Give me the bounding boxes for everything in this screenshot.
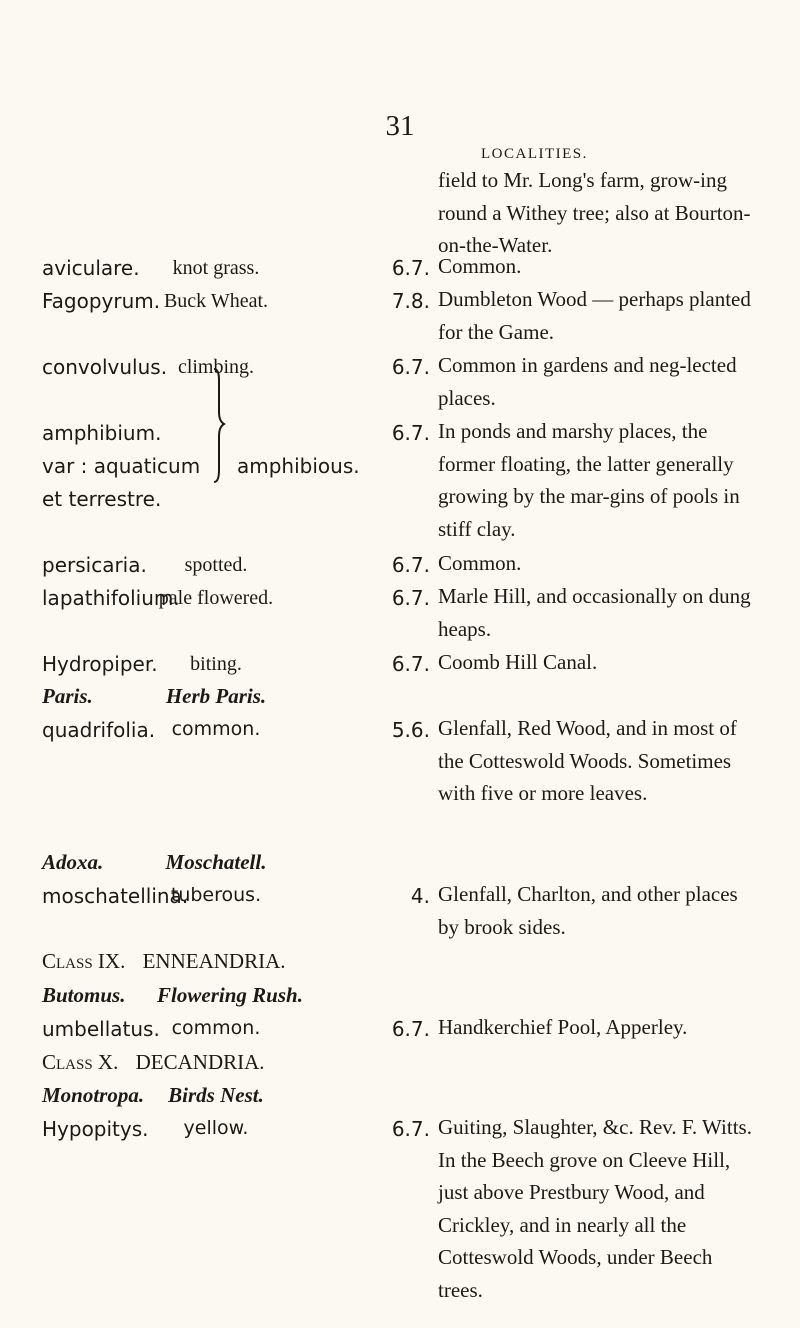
english-name: knot grass. xyxy=(172,257,260,279)
latin-name: umbellatus. xyxy=(42,1017,160,1041)
locality: Handkerchief Pool, Apperley. xyxy=(438,1015,688,1039)
latin-name: Fagopyrum. xyxy=(42,289,161,313)
flowering-months: 6.7. xyxy=(391,553,430,577)
english-name: yellow. xyxy=(183,1117,249,1139)
locality: Coomb Hill Canal. xyxy=(438,650,598,674)
intro-locality: field to Mr. Long's farm, grow-ing round a Withey tree; also at Bourton-on-the-Water. xyxy=(438,168,751,258)
locality: In ponds and marshy places, the former floating, the latter generally growing by the mar-gins of pools in stiff clay. xyxy=(438,419,740,541)
locality: Glenfall, Charlton, and other places by brook sides. xyxy=(438,882,738,939)
locality: Common. xyxy=(438,551,522,575)
english-name: common. xyxy=(171,1017,261,1039)
genus-common-name: Flowering Rush. xyxy=(157,983,303,1007)
english-name: biting. xyxy=(190,653,242,675)
latin-name: convolvulus. xyxy=(42,355,168,379)
english-name: amphibious. xyxy=(237,454,360,478)
flowering-months: 6.7. xyxy=(391,355,430,379)
page-number: 31 xyxy=(385,110,415,142)
flowering-months: 6.7. xyxy=(391,1017,430,1041)
genus-name: Monotropa. xyxy=(42,1083,145,1107)
class-heading xyxy=(42,951,286,972)
english-name: tuberous. xyxy=(170,884,262,906)
latin-name: moschatellina. xyxy=(42,884,189,908)
latin-name: aviculare. xyxy=(42,256,140,280)
class-label: Class X. xyxy=(42,1050,119,1074)
locality: Dumbleton Wood — perhaps planted for the Game. xyxy=(438,287,751,344)
latin-name: Hypopitys. xyxy=(42,1117,149,1141)
flowering-months: 4. xyxy=(410,884,430,908)
genus-name: Butomus. xyxy=(42,983,126,1007)
english-name: Buck Wheat. xyxy=(163,290,269,312)
locality: Glenfall, Red Wood, and in most of the Cotteswold Woods. Sometimes with five or more leaves. xyxy=(438,716,737,806)
english-name: pale flowered. xyxy=(158,587,274,609)
genus-common-name: Herb Paris. xyxy=(165,684,267,708)
english-name: common. xyxy=(171,718,261,740)
latin-name: amphibium. xyxy=(42,421,162,445)
genus-common-name: Moschatell. xyxy=(165,850,267,874)
flowering-months: 5.6. xyxy=(391,718,430,742)
genus-common-name: Birds Nest. xyxy=(168,1083,264,1107)
english-name: spotted. xyxy=(184,554,248,576)
english-name: climbing. xyxy=(177,356,255,378)
locality: Common in gardens and neg-lected places. xyxy=(438,353,737,410)
latin-variety: var : aquaticum xyxy=(42,454,201,478)
class-name: DECANDRIA. xyxy=(135,1050,265,1074)
column-header-localities: LOCALITIES. xyxy=(481,146,588,162)
flowering-months: 6.7. xyxy=(391,256,430,280)
flowering-months: 6.7. xyxy=(391,421,430,445)
class-label: Class IX. xyxy=(42,949,126,973)
flowering-months: 6.7. xyxy=(391,586,430,610)
latin-name: Hydropiper. xyxy=(42,652,158,676)
latin-variety: et terrestre. xyxy=(42,487,162,511)
latin-name: quadrifolia. xyxy=(42,718,156,742)
class-name: ENNEANDRIA. xyxy=(142,949,286,973)
latin-name: lapathifolium. xyxy=(42,586,180,610)
locality: Marle Hill, and occasionally on dung heaps. xyxy=(438,584,751,641)
locality: Common. xyxy=(438,254,522,278)
flowering-months: 6.7. xyxy=(391,652,430,676)
latin-name: persicaria. xyxy=(42,553,147,577)
genus-name: Paris. xyxy=(42,684,93,708)
flowering-months: 7.8. xyxy=(391,289,430,313)
flowering-months: 6.7. xyxy=(391,1117,430,1141)
class-heading xyxy=(42,1052,265,1073)
locality: Guiting, Slaughter, &c. Rev. F. Witts. In the Beech grove on Cleeve Hill, just above Prestbury Wood, and Crickley, and in nearly all the Cotteswold Woods, under Beech trees. xyxy=(438,1115,752,1302)
genus-name: Adoxa. xyxy=(42,850,104,874)
